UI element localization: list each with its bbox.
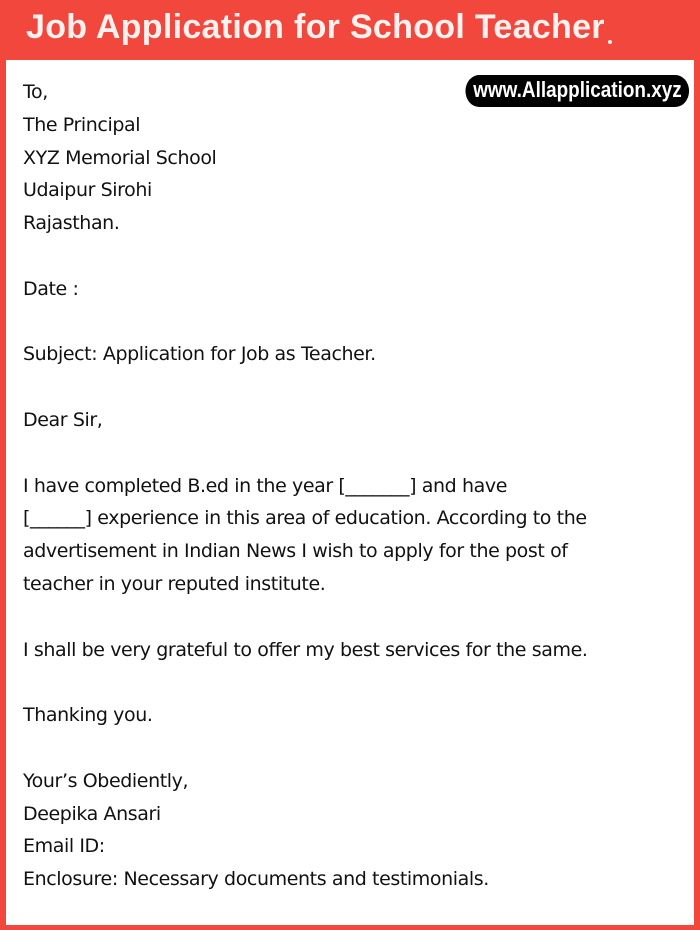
- website-watermark: www.Allapplication.xyz: [465, 75, 689, 107]
- letter-body: [23, 76, 683, 896]
- body-line: [______] experience in this area of education. According to the: [23, 507, 587, 530]
- signer-name: Deepika Ansari: [23, 802, 161, 825]
- date-line: Date :: [23, 277, 79, 300]
- body-line: teacher in your reputed institute.: [23, 572, 326, 595]
- address-line: Udaipur Sirohi: [23, 179, 152, 202]
- body-line: advertisement in Indian News I wish to apply for the post of: [23, 540, 568, 563]
- page-title-text: Job Application for School Teacher: [26, 8, 605, 46]
- subject-line: Subject: Application for Job as Teacher.: [23, 343, 376, 366]
- closing-request: I shall be very grateful to offer my best services for the same.: [23, 638, 588, 661]
- body-line: I have completed B.ed in the year [_______] and have: [23, 474, 507, 497]
- thanks-line: Thanking you.: [23, 704, 153, 727]
- header-banner: [0, 0, 700, 60]
- enclosure-line: Enclosure: Necessary documents and testimonials.: [23, 868, 489, 891]
- address-line: The Principal: [23, 113, 141, 136]
- letter-paper: [6, 60, 694, 925]
- signoff-line: Your’s Obediently,: [23, 769, 189, 792]
- address-line: Rajasthan.: [23, 212, 120, 235]
- title-dot: [608, 40, 612, 44]
- address-line: XYZ Memorial School: [23, 146, 217, 169]
- page-title: [26, 8, 612, 47]
- address-line: To,: [23, 81, 48, 103]
- salutation: Dear Sir,: [23, 408, 103, 431]
- email-line: Email ID:: [23, 835, 105, 858]
